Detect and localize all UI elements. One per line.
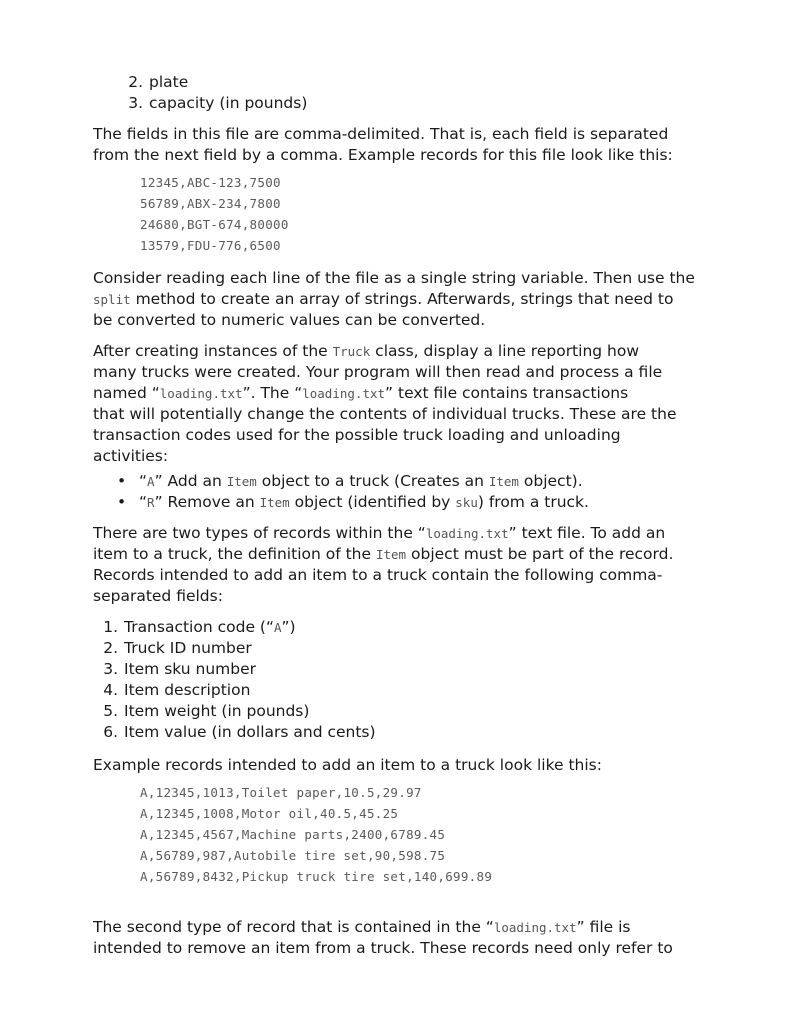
document-page xyxy=(93,72,713,959)
list-item: 3. capacity (in pounds) xyxy=(128,94,308,112)
code-line: 13579,FDU-776,6500 xyxy=(140,238,281,253)
list-item: 5. Item weight (in pounds) xyxy=(103,702,310,720)
code-line: A,12345,1008,Motor oil,40.5,45.25 xyxy=(140,806,399,821)
paragraph-example-add: Example records intended to add an item to a truck look like this: xyxy=(93,756,602,774)
code-line: 12345,ABC-123,7500 xyxy=(140,175,281,190)
paragraph-remove-record: The second type of record that is contained in the “loading.txt” file is intended to remove an item from a truck. These records need only refer to xyxy=(93,918,673,957)
add-record-fields-list xyxy=(93,617,713,743)
paragraph-comma-delimited: The fields in this file are comma-delimited. That is, each field is separated from the next field by a comma. Example records for this file look like this: xyxy=(93,125,673,164)
code-line: A,56789,8432,Pickup truck tire set,140,699.89 xyxy=(140,869,493,884)
truck-records-example xyxy=(140,172,713,256)
list-item: 6. Item value (in dollars and cents) xyxy=(103,723,376,741)
list-item: 4. Item description xyxy=(103,681,251,699)
list-item: 2. plate xyxy=(128,73,189,91)
list-item: 1. Transaction code (“A”) xyxy=(103,618,296,636)
code-line: A,56789,987,Autobile tire set,90,598.75 xyxy=(140,848,446,863)
list-item: • “R” Remove an Item object (identified by sku) from a truck. xyxy=(117,493,589,511)
code-line: 56789,ABX-234,7800 xyxy=(140,196,281,211)
paragraph-split-method: Consider reading each line of the file as a single string variable. Then use the split method to create an array of strings. Afterwards, strings that need to be converted to numeric values can be converted. xyxy=(93,269,695,329)
paragraph-record-types: There are two types of records within the “loading.txt” text file. To add an item to a truck, the definition of the Item object must be part of the record. Records intended to add an item to a truck contain the following comma- separated fields: xyxy=(93,524,674,605)
capacity-fields-list xyxy=(118,72,713,114)
code-line: A,12345,4567,Machine parts,2400,6789.45 xyxy=(140,827,446,842)
code-line: 24680,BGT-674,80000 xyxy=(140,217,289,232)
paragraph-loading-file: After creating instances of the Truck class, display a line reporting how many trucks were created. Your program will then read and process a file named “loading.txt”. The “loading.txt” text file contains transactions that will potentially change the contents of individual trucks. These are the transaction codes used for the possible truck loading and unloading activities: xyxy=(93,342,677,465)
code-line: A,12345,1013,Toilet paper,10.5,29.97 xyxy=(140,785,422,800)
transaction-codes-list xyxy=(93,471,713,513)
list-item: 3. Item sku number xyxy=(103,660,257,678)
item-records-example xyxy=(140,782,713,887)
list-item: • “A” Add an Item object to a truck (Creates an Item object). xyxy=(117,472,583,490)
list-item: 2. Truck ID number xyxy=(103,639,252,657)
